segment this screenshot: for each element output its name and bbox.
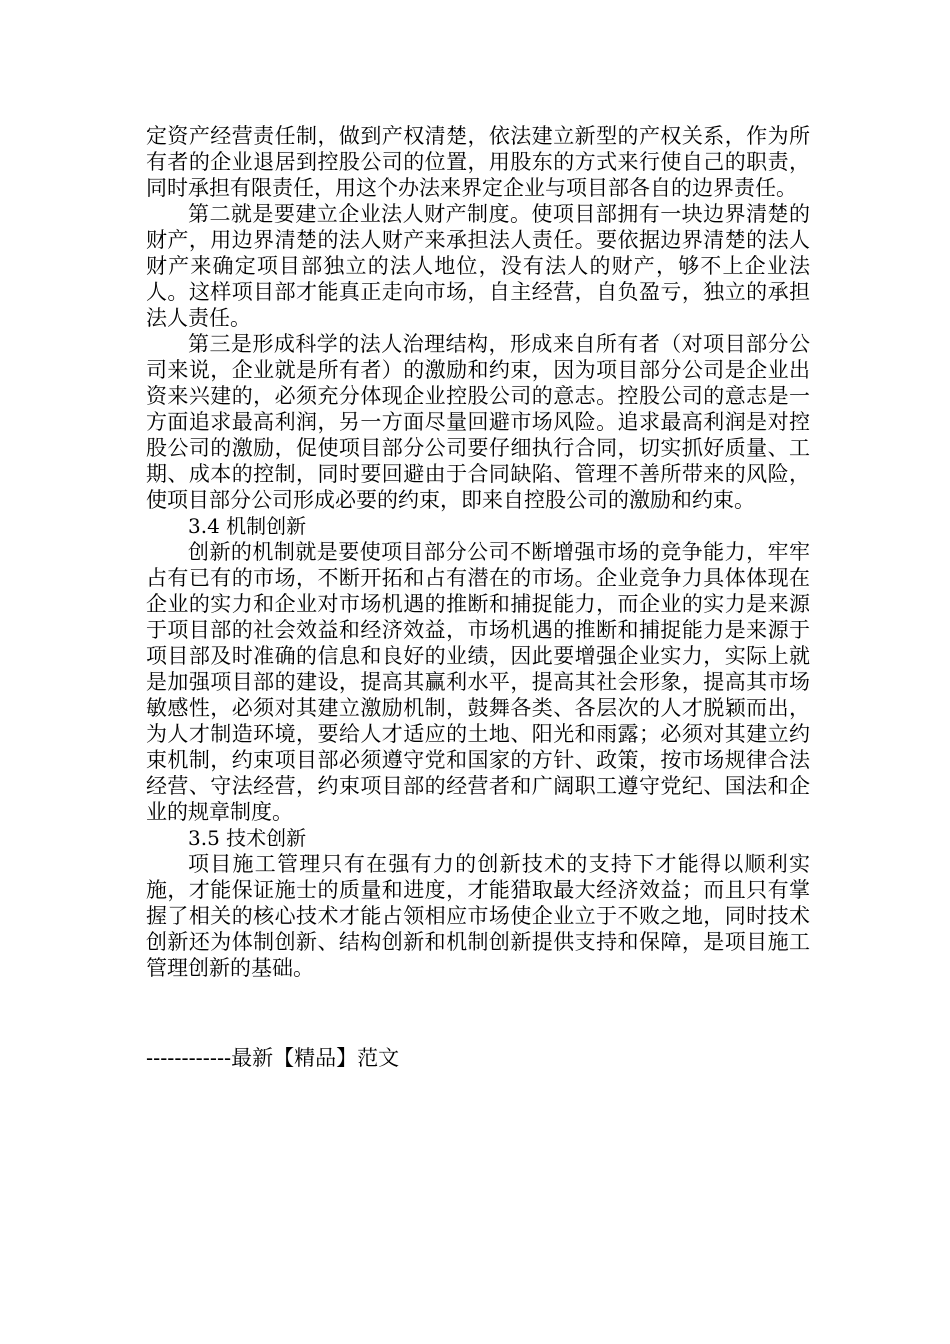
section-heading-3-5: 3.5 技术创新 bbox=[188, 826, 307, 850]
document-body bbox=[146, 123, 810, 981]
paragraph-4: 创新的机制就是要使项目部分公司不断增强市场的竞争能力，牢牢占有已有的市场，不断开拓和占有潜在的市场。企业竞争力具体体现在企业的实力和企业对市场机遇的推断和捕捉能力，而企业的实力是来源于项目部的社会效益和经济效益，市场机遇的推断和捕捉能力是来源于项目部及时准确的信息和良好的业绩，因此要增强企业实力，实际上就是加强项目部的建设，提高其赢利水平，提高其社会形象，提高其市场敏感性，必须对其建立激励机制，鼓舞各类、各层次的人才脱颖而出，为人才制造环境，要给人才适应的土地、阳光和雨露；必须对其建立约束机制，约束项目部必须遵守党和国家的方针、政策，按市场规律合法经营、守法经营，约束项目部的经营者和广阔职工遵守党纪、国法和企业的规章制度。 bbox=[146, 540, 810, 824]
footer-text: ------------最新【精品】范文 bbox=[146, 1046, 400, 1070]
section-heading-3-4: 3.4 机制创新 bbox=[188, 514, 307, 538]
paragraph-2: 第二就是要建立企业法人财产制度。使项目部拥有一块边界清楚的财产，用边界清楚的法人财产来承担法人责任。要依据边界清楚的法人财产来确定项目部独立的法人地位，没有法人的财产，够不上企业法人。这样项目部才能真正走向市场，自主经营，自负盈亏，独立的承担法人责任。 bbox=[146, 202, 810, 330]
paragraph-1: 定资产经营责任制，做到产权清楚，依法建立新型的产权关系，作为所有者的企业退居到控股公司的位置，用股东的方式来行使自己的职责，同时承担有限责任，用这个办法来界定企业与项目部各自的边界责任。 bbox=[146, 124, 810, 200]
paragraph-5: 项目施工管理只有在强有力的创新技术的支持下才能得以顺利实施，才能保证施士的质量和进度，才能猎取最大经济效益；而且只有掌握了相关的核心技术才能占领相应市场使企业立于不败之地，同时技术创新还为体制创新、结构创新和机制创新提供支持和保障，是项目施工管理创新的基础。 bbox=[146, 852, 810, 980]
paragraph-3: 第三是形成科学的法人治理结构，形成来自所有者（对项目部分公司来说，企业就是所有者）的激励和约束，因为项目部分公司是企业出资来兴建的，必须充分体现企业控股公司的意志。控股公司的意志是一方面追求最高利润，另一方面尽量回避市场风险。追求最高利润是对控股公司的激励，促使项目部分公司要仔细执行合同，切实抓好质量、工期、成本的控制，同时要回避由于合同缺陷、管理不善所带来的风险，使项目部分公司形成必要的约束，即来自控股公司的激励和约束。 bbox=[146, 332, 810, 512]
